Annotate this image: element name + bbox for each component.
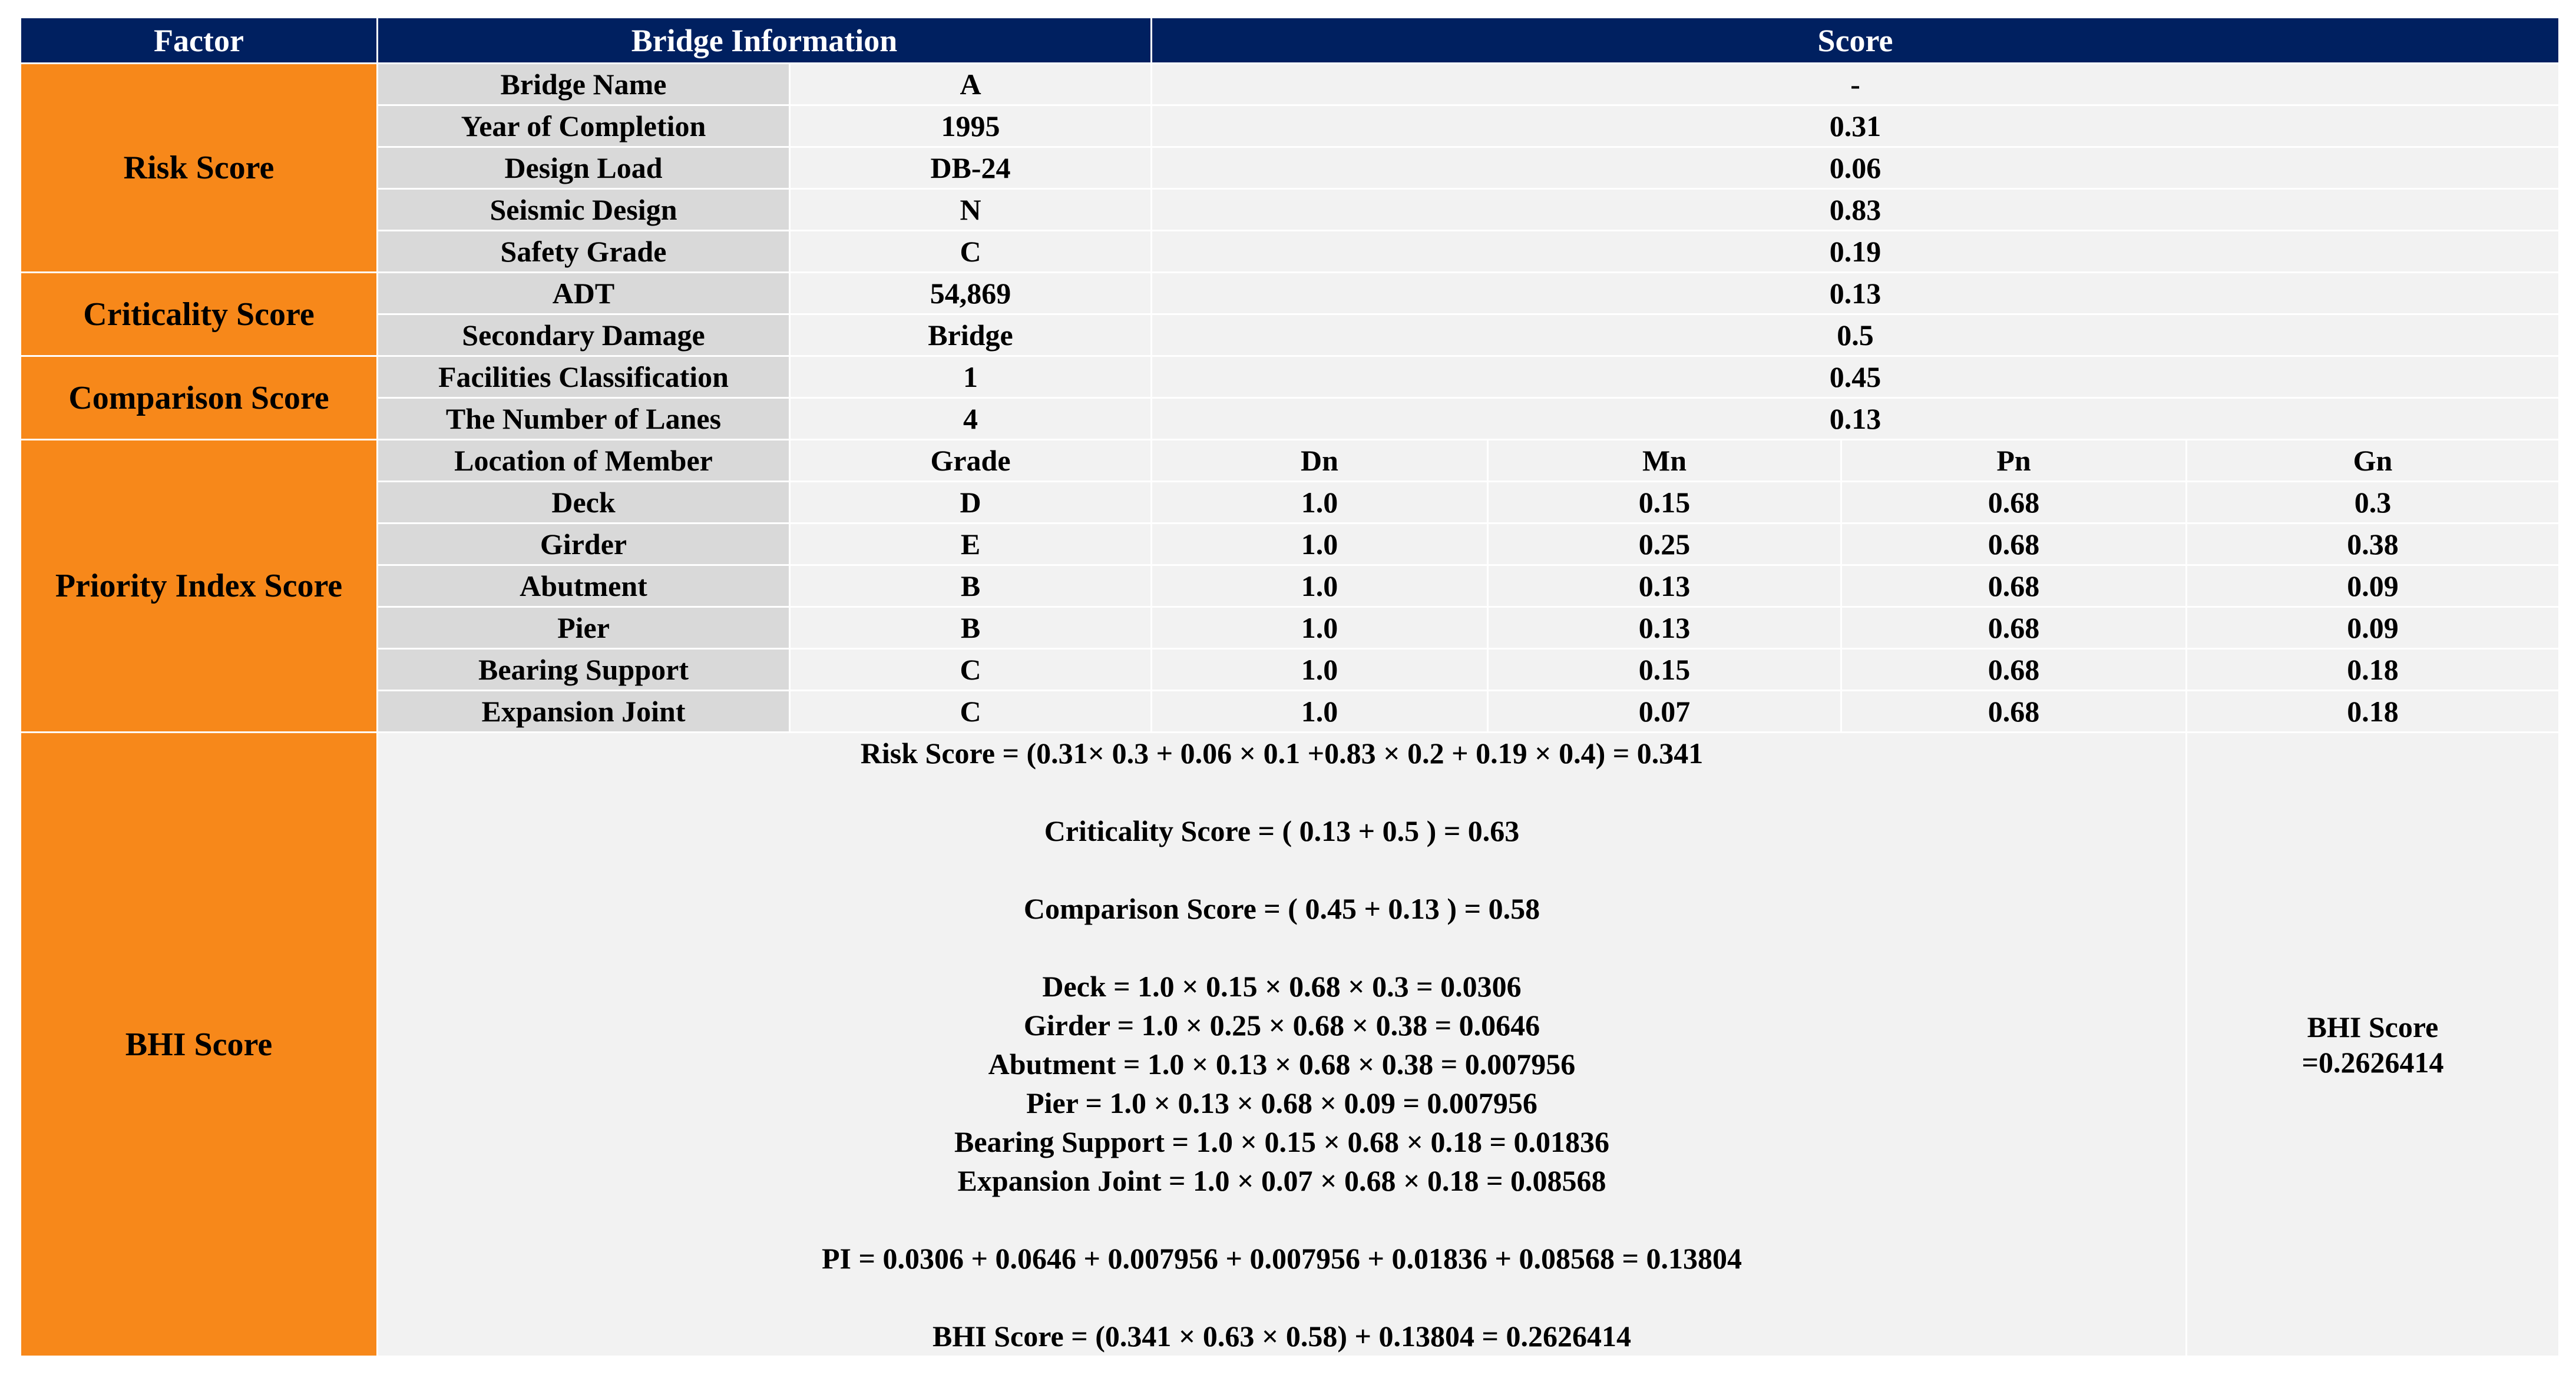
formula-pi: PI = 0.0306 + 0.0646 + 0.007956 + 0.007956 + 0.01836 + 0.08568 = 0.13804 <box>822 1241 1742 1275</box>
info-label: Safety Grade <box>378 231 790 273</box>
member-dn: 1.0 <box>1152 607 1488 649</box>
member-grade: D <box>790 482 1152 524</box>
factor-bhi-score: BHI Score <box>21 733 378 1357</box>
header-score: Score <box>1152 18 2560 64</box>
factor-criticality-score: Criticality Score <box>21 273 378 356</box>
info-label: Facilities Classification <box>378 356 790 398</box>
formula-expansion-joint: Expansion Joint = 1.0 × 0.07 × 0.68 × 0.18 = 0.08568 <box>957 1164 1606 1197</box>
priority-header-row <box>21 440 2560 482</box>
table-row <box>21 398 2560 440</box>
info-label: ADT <box>378 273 790 314</box>
priority-header-location: Location of Member <box>378 440 790 482</box>
formula-criticality: Criticality Score = ( 0.13 + 0.5 ) = 0.63 <box>1044 814 1520 847</box>
info-value: N <box>790 189 1152 231</box>
member-gn: 0.18 <box>2187 691 2560 733</box>
info-value: 54,869 <box>790 273 1152 314</box>
member-pn: 0.68 <box>1841 607 2187 649</box>
table-row <box>21 356 2560 398</box>
bhi-row <box>21 733 2560 1357</box>
factor-comparison-score: Comparison Score <box>21 356 378 440</box>
bhi-result-label: BHI Score <box>2307 1010 2439 1043</box>
member-gn: 0.09 <box>2187 607 2560 649</box>
info-score: 0.83 <box>1152 189 2560 231</box>
member-dn: 1.0 <box>1152 482 1488 524</box>
info-label: The Number of Lanes <box>378 398 790 440</box>
formula-girder: Girder = 1.0 × 0.25 × 0.68 × 0.38 = 0.0646 <box>1023 1008 1540 1042</box>
info-score: 0.13 <box>1152 273 2560 314</box>
member-pn: 0.68 <box>1841 482 2187 524</box>
member-name: Pier <box>378 607 790 649</box>
info-value: C <box>790 231 1152 273</box>
member-grade: E <box>790 524 1152 565</box>
table-row <box>21 273 2560 314</box>
member-dn: 1.0 <box>1152 565 1488 607</box>
priority-row <box>21 607 2560 649</box>
table-row <box>21 147 2560 189</box>
member-mn: 0.15 <box>1488 482 1841 524</box>
info-value: 1 <box>790 356 1152 398</box>
info-value: Bridge <box>790 314 1152 356</box>
info-score: 0.13 <box>1152 398 2560 440</box>
info-label: Bridge Name <box>378 64 790 105</box>
formula-abutment: Abutment = 1.0 × 0.13 × 0.68 × 0.38 = 0.007956 <box>988 1047 1576 1081</box>
member-name: Bearing Support <box>378 649 790 691</box>
priority-header-mn: Mn <box>1488 440 1841 482</box>
bhi-formulas <box>378 733 2187 1357</box>
info-value: 1995 <box>790 105 1152 147</box>
factor-priority-index-score: Priority Index Score <box>21 440 378 733</box>
priority-row <box>21 524 2560 565</box>
formula-deck: Deck = 1.0 × 0.15 × 0.68 × 0.3 = 0.0306 <box>1042 969 1522 1003</box>
member-mn: 0.07 <box>1488 691 1841 733</box>
formula-comparison: Comparison Score = ( 0.45 + 0.13 ) = 0.58 <box>1023 892 1540 925</box>
member-name: Abutment <box>378 565 790 607</box>
info-label: Design Load <box>378 147 790 189</box>
info-value: DB-24 <box>790 147 1152 189</box>
priority-header-grade: Grade <box>790 440 1152 482</box>
member-grade: C <box>790 691 1152 733</box>
member-gn: 0.18 <box>2187 649 2560 691</box>
member-mn: 0.15 <box>1488 649 1841 691</box>
member-dn: 1.0 <box>1152 524 1488 565</box>
member-name: Expansion Joint <box>378 691 790 733</box>
priority-row <box>21 482 2560 524</box>
header-factor: Factor <box>21 18 378 64</box>
member-dn: 1.0 <box>1152 649 1488 691</box>
factor-risk-score: Risk Score <box>21 64 378 273</box>
priority-row <box>21 565 2560 607</box>
member-pn: 0.68 <box>1841 565 2187 607</box>
bhi-result-value: =0.2626414 <box>2301 1045 2444 1079</box>
priority-header-pn: Pn <box>1841 440 2187 482</box>
formula-bhi: BHI Score = (0.341 × 0.63 × 0.58) + 0.13804 = 0.2626414 <box>932 1319 1631 1353</box>
header-bridge-information: Bridge Information <box>378 18 1152 64</box>
member-gn: 0.38 <box>2187 524 2560 565</box>
member-grade: B <box>790 607 1152 649</box>
priority-header-dn: Dn <box>1152 440 1488 482</box>
member-grade: C <box>790 649 1152 691</box>
info-score: 0.31 <box>1152 105 2560 147</box>
info-score: 0.19 <box>1152 231 2560 273</box>
table-row <box>21 64 2560 105</box>
member-gn: 0.09 <box>2187 565 2560 607</box>
member-name: Girder <box>378 524 790 565</box>
table-row <box>21 314 2560 356</box>
info-score: - <box>1152 64 2560 105</box>
bhi-table <box>19 16 2560 1357</box>
info-score: 0.06 <box>1152 147 2560 189</box>
member-dn: 1.0 <box>1152 691 1488 733</box>
table-row <box>21 231 2560 273</box>
info-label: Seismic Design <box>378 189 790 231</box>
table-row <box>21 189 2560 231</box>
bhi-result <box>2187 733 2560 1357</box>
info-label: Secondary Damage <box>378 314 790 356</box>
member-pn: 0.68 <box>1841 691 2187 733</box>
formula-pier: Pier = 1.0 × 0.13 × 0.68 × 0.09 = 0.007956 <box>1026 1086 1537 1119</box>
formula-bearing-support: Bearing Support = 1.0 × 0.15 × 0.68 × 0.18 = 0.01836 <box>954 1125 1609 1158</box>
member-mn: 0.25 <box>1488 524 1841 565</box>
info-score: 0.45 <box>1152 356 2560 398</box>
info-value: 4 <box>790 398 1152 440</box>
priority-row <box>21 691 2560 733</box>
member-pn: 0.68 <box>1841 524 2187 565</box>
member-grade: B <box>790 565 1152 607</box>
formula-risk: Risk Score = (0.31× 0.3 + 0.06 × 0.1 +0.83 × 0.2 + 0.19 × 0.4) = 0.341 <box>860 736 1704 770</box>
member-mn: 0.13 <box>1488 565 1841 607</box>
priority-header-gn: Gn <box>2187 440 2560 482</box>
table-row <box>21 105 2560 147</box>
info-score: 0.5 <box>1152 314 2560 356</box>
member-name: Deck <box>378 482 790 524</box>
member-pn: 0.68 <box>1841 649 2187 691</box>
member-mn: 0.13 <box>1488 607 1841 649</box>
info-value: A <box>790 64 1152 105</box>
priority-row <box>21 649 2560 691</box>
info-label: Year of Completion <box>378 105 790 147</box>
member-gn: 0.3 <box>2187 482 2560 524</box>
header-row <box>21 18 2560 64</box>
